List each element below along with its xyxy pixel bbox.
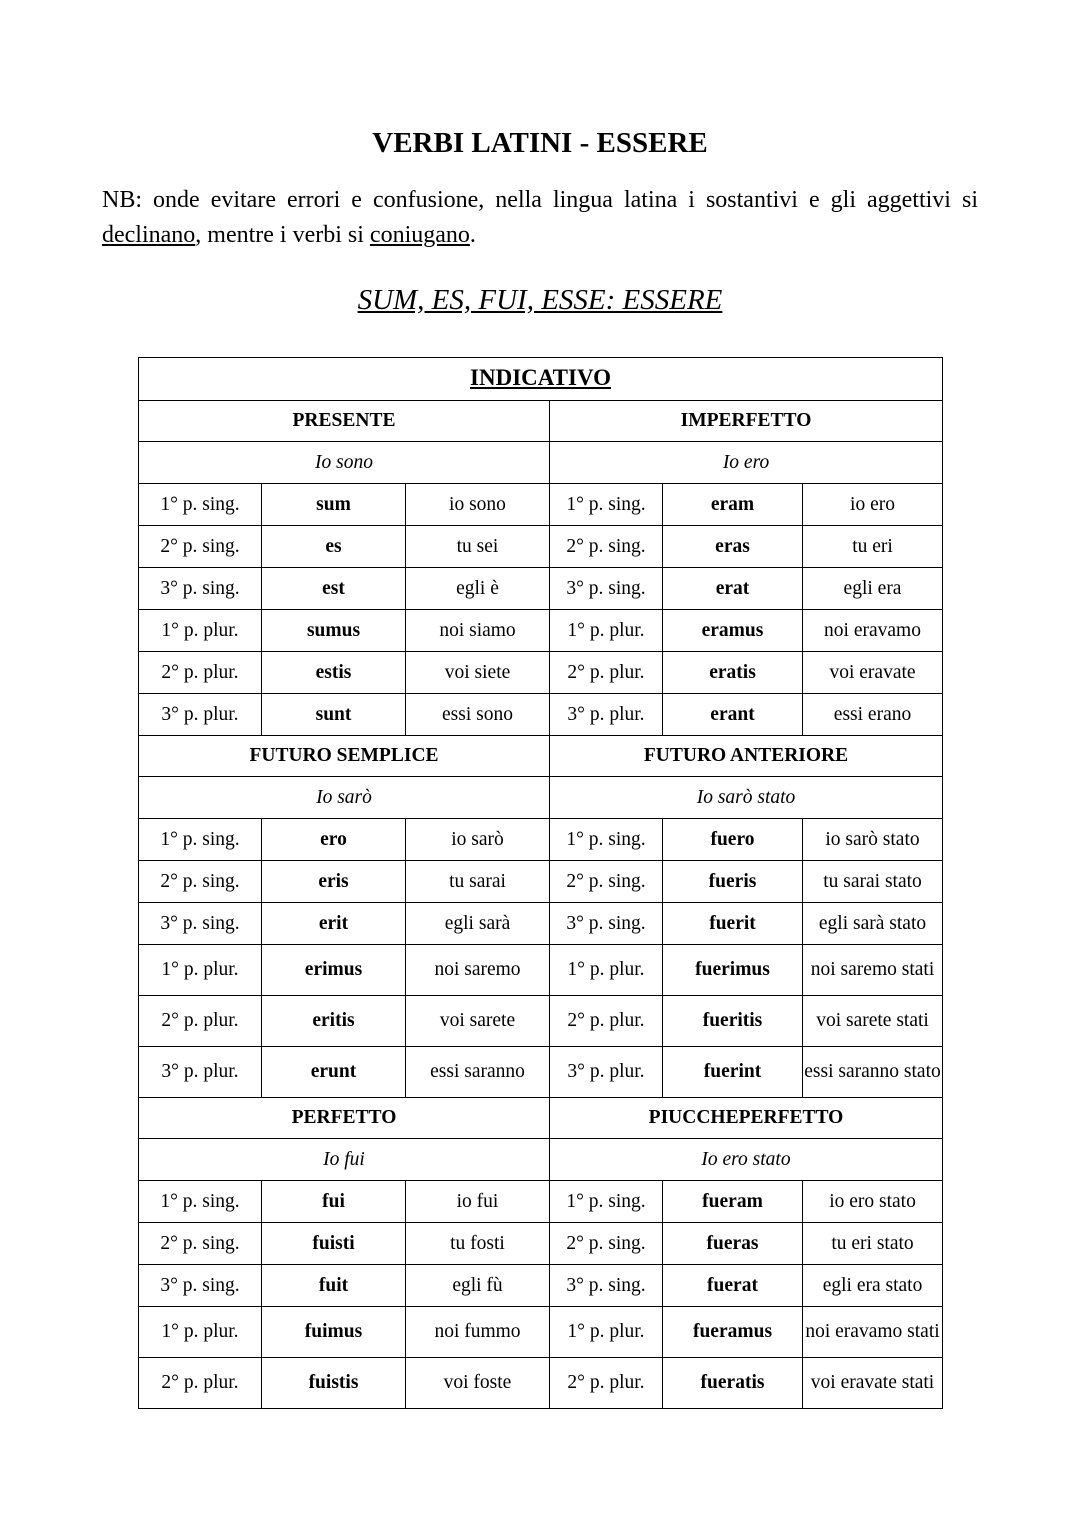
tense-header-row — [139, 1098, 943, 1139]
table-row — [139, 1307, 943, 1358]
latin-form-cell: est — [262, 568, 406, 610]
latin-form-cell: eris — [262, 861, 406, 903]
italian-translation-cell: tu eri — [803, 526, 943, 568]
verb-subtitle: SUM, ES, FUI, ESSE: ESSERE — [357, 284, 723, 316]
italian-translation-cell: voi sarete stati — [803, 996, 943, 1047]
table-row — [139, 526, 943, 568]
italian-translation-cell: essi saranno — [406, 1047, 550, 1098]
tense-translation-left: Io sono — [139, 442, 550, 484]
person-cell: 2° p. sing. — [550, 1223, 663, 1265]
person-cell: 1° p. plur. — [550, 610, 663, 652]
latin-form-cell: fueram — [663, 1181, 803, 1223]
latin-form-cell: fueratis — [663, 1358, 803, 1409]
sections-body — [139, 401, 943, 1409]
person-cell: 1° p. plur. — [139, 945, 262, 996]
italian-translation-cell: essi erano — [803, 694, 943, 736]
table-row — [139, 694, 943, 736]
latin-form-cell: erit — [262, 903, 406, 945]
tense-header-right: FUTURO ANTERIORE — [550, 736, 943, 777]
table-row — [139, 484, 943, 526]
table-row — [139, 903, 943, 945]
person-cell: 2° p. plur. — [139, 652, 262, 694]
tense-translation-right: Io ero stato — [550, 1139, 943, 1181]
person-cell: 3° p. sing. — [139, 1265, 262, 1307]
person-cell: 2° p. plur. — [550, 1358, 663, 1409]
tense-header-row — [139, 401, 943, 442]
italian-translation-cell: noi saremo stati — [803, 945, 943, 996]
latin-form-cell: eramus — [663, 610, 803, 652]
italian-translation-cell: tu sarai stato — [803, 861, 943, 903]
table-row — [139, 652, 943, 694]
italian-translation-cell: io sono — [406, 484, 550, 526]
latin-form-cell: fui — [262, 1181, 406, 1223]
person-cell: 2° p. plur. — [139, 1358, 262, 1409]
latin-form-cell: fueramus — [663, 1307, 803, 1358]
person-cell: 2° p. sing. — [139, 526, 262, 568]
latin-form-cell: fuerat — [663, 1265, 803, 1307]
tense-translation-left: Io sarò — [139, 777, 550, 819]
tense-header-left: PRESENTE — [139, 401, 550, 442]
italian-translation-cell: noi saremo — [406, 945, 550, 996]
latin-form-cell: sumus — [262, 610, 406, 652]
italian-translation-cell: egli fù — [406, 1265, 550, 1307]
italian-translation-cell: noi eravamo stati — [803, 1307, 943, 1358]
table-row — [139, 610, 943, 652]
table-row — [139, 568, 943, 610]
italian-translation-cell: noi siamo — [406, 610, 550, 652]
person-cell: 1° p. sing. — [139, 819, 262, 861]
person-cell: 3° p. sing. — [139, 568, 262, 610]
tense-translation-row — [139, 777, 943, 819]
latin-form-cell: eritis — [262, 996, 406, 1047]
italian-translation-cell: noi eravamo — [803, 610, 943, 652]
latin-form-cell: fueritis — [663, 996, 803, 1047]
note-prefix: NB: onde evitare errori e confusione, nella lingua latina i sostantivi e gli aggettivi si — [102, 187, 978, 213]
table-row — [139, 1265, 943, 1307]
person-cell: 3° p. sing. — [139, 903, 262, 945]
latin-form-cell: eratis — [663, 652, 803, 694]
tense-translation-right: Io ero — [550, 442, 943, 484]
italian-translation-cell: io ero stato — [803, 1181, 943, 1223]
latin-form-cell: fuisti — [262, 1223, 406, 1265]
italian-translation-cell: essi saranno stato — [803, 1047, 943, 1098]
person-cell: 3° p. sing. — [550, 903, 663, 945]
person-cell: 3° p. sing. — [550, 568, 663, 610]
latin-form-cell: fuerit — [663, 903, 803, 945]
italian-translation-cell: egli sarà — [406, 903, 550, 945]
latin-form-cell: fueris — [663, 861, 803, 903]
table-row — [139, 861, 943, 903]
person-cell: 2° p. sing. — [139, 1223, 262, 1265]
latin-form-cell: eras — [663, 526, 803, 568]
person-cell: 3° p. sing. — [550, 1265, 663, 1307]
latin-form-cell: fuimus — [262, 1307, 406, 1358]
latin-form-cell: estis — [262, 652, 406, 694]
italian-translation-cell: voi siete — [406, 652, 550, 694]
table-row — [139, 819, 943, 861]
note-word-coniugano: coniugano — [369, 222, 470, 248]
tense-translation-right: Io sarò stato — [550, 777, 943, 819]
italian-translation-cell: io sarò — [406, 819, 550, 861]
latin-form-cell: es — [262, 526, 406, 568]
person-cell: 3° p. plur. — [139, 694, 262, 736]
latin-form-cell: sum — [262, 484, 406, 526]
person-cell: 3° p. plur. — [139, 1047, 262, 1098]
italian-translation-cell: tu eri stato — [803, 1223, 943, 1265]
person-cell: 1° p. plur. — [139, 1307, 262, 1358]
italian-translation-cell: voi sarete — [406, 996, 550, 1047]
person-cell: 2° p. plur. — [139, 996, 262, 1047]
person-cell: 1° p. sing. — [550, 484, 663, 526]
person-cell: 1° p. sing. — [139, 1181, 262, 1223]
table-row — [139, 1358, 943, 1409]
person-cell: 2° p. sing. — [139, 861, 262, 903]
conjugation-table — [138, 357, 943, 1409]
tense-header-left: FUTURO SEMPLICE — [139, 736, 550, 777]
italian-translation-cell: voi foste — [406, 1358, 550, 1409]
tense-header-row — [139, 736, 943, 777]
italian-translation-cell: egli è — [406, 568, 550, 610]
latin-form-cell: ero — [262, 819, 406, 861]
note-word-declinano: declinano — [102, 222, 196, 248]
tense-translation-row — [139, 1139, 943, 1181]
person-cell: 2° p. sing. — [550, 861, 663, 903]
latin-form-cell: erimus — [262, 945, 406, 996]
caption-cell — [139, 358, 943, 401]
person-cell: 1° p. sing. — [550, 1181, 663, 1223]
latin-form-cell: fueras — [663, 1223, 803, 1265]
italian-translation-cell: egli era — [803, 568, 943, 610]
latin-form-cell: sunt — [262, 694, 406, 736]
latin-form-cell: fuerint — [663, 1047, 803, 1098]
tense-header-right: PIUCCHEPERFETTO — [550, 1098, 943, 1139]
latin-form-cell: eram — [663, 484, 803, 526]
tense-translation-row — [139, 442, 943, 484]
latin-form-cell: erant — [663, 694, 803, 736]
latin-form-cell: fuero — [663, 819, 803, 861]
person-cell: 3° p. plur. — [550, 694, 663, 736]
table-row — [139, 1047, 943, 1098]
italian-translation-cell: tu fosti — [406, 1223, 550, 1265]
table-caption: INDICATIVO — [470, 365, 611, 390]
italian-translation-cell: io ero — [803, 484, 943, 526]
person-cell: 1° p. plur. — [550, 945, 663, 996]
table-row — [139, 996, 943, 1047]
person-cell: 3° p. plur. — [550, 1047, 663, 1098]
italian-translation-cell: io sarò stato — [803, 819, 943, 861]
table-row — [139, 945, 943, 996]
latin-form-cell: fuistis — [262, 1358, 406, 1409]
latin-form-cell: erunt — [262, 1047, 406, 1098]
note-suffix: . — [469, 222, 476, 248]
person-cell: 1° p. plur. — [550, 1307, 663, 1358]
person-cell: 2° p. plur. — [550, 996, 663, 1047]
italian-translation-cell: egli sarà stato — [803, 903, 943, 945]
table-row — [139, 1181, 943, 1223]
person-cell: 1° p. sing. — [139, 484, 262, 526]
italian-translation-cell: noi fummo — [406, 1307, 550, 1358]
person-cell: 1° p. sing. — [550, 819, 663, 861]
italian-translation-cell: tu sei — [406, 526, 550, 568]
person-cell: 2° p. sing. — [550, 526, 663, 568]
caption-row — [139, 358, 943, 401]
table-row — [139, 1223, 943, 1265]
tense-header-right: IMPERFETTO — [550, 401, 943, 442]
intro-note — [102, 183, 978, 253]
person-cell: 1° p. plur. — [139, 610, 262, 652]
page-title: VERBI LATINI - ESSERE — [372, 127, 708, 159]
tense-translation-left: Io fui — [139, 1139, 550, 1181]
latin-form-cell: fuerimus — [663, 945, 803, 996]
latin-form-cell: erat — [663, 568, 803, 610]
italian-translation-cell: voi eravate — [803, 652, 943, 694]
note-middle: , mentre i verbi si — [195, 222, 370, 248]
latin-form-cell: fuit — [262, 1265, 406, 1307]
italian-translation-cell: tu sarai — [406, 861, 550, 903]
italian-translation-cell: egli era stato — [803, 1265, 943, 1307]
italian-translation-cell: essi sono — [406, 694, 550, 736]
italian-translation-cell: voi eravate stati — [803, 1358, 943, 1409]
italian-translation-cell: io fui — [406, 1181, 550, 1223]
tense-header-left: PERFETTO — [139, 1098, 550, 1139]
person-cell: 2° p. plur. — [550, 652, 663, 694]
